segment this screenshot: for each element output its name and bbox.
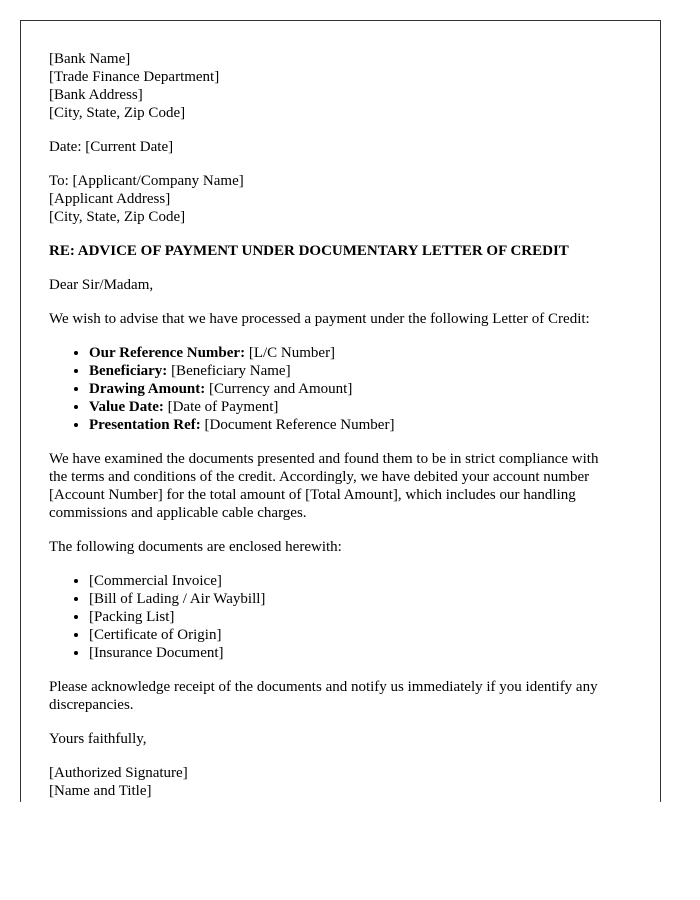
letter-document: [20, 20, 661, 802]
valediction: Yours faithfully,: [49, 731, 147, 747]
detail-item-beneficiary: [89, 362, 632, 380]
compliance-paragraph: We have examined the documents presented and found them to be in strict compliance with the terms and conditions of the credit. Accordingly, we have debited your account number [Account Number] for the total amount of [Total Amount], which includes our handling commissions and applicable cable charges.: [49, 451, 599, 521]
documents-intro: The following documents are enclosed herewith:: [49, 539, 342, 555]
closing-paragraph: Please acknowledge receipt of the documents and notify us immediately if you identify any discrepancies.: [49, 679, 598, 713]
detail-item-presentation-ref: [89, 416, 632, 434]
detail-label: Drawing Amount:: [89, 381, 206, 397]
sender-address: [Bank Address]: [49, 87, 143, 103]
enclosed-documents-list: [49, 572, 632, 662]
recipient-to-line: To: [Applicant/Company Name]: [49, 173, 244, 189]
detail-label: Value Date:: [89, 399, 164, 415]
sender-address-block: [49, 50, 632, 122]
detail-item-value-date: [89, 398, 632, 416]
date-line: Date: [Current Date]: [49, 139, 174, 155]
detail-value: [Document Reference Number]: [200, 417, 395, 433]
document-item: • [Bill of Lading / Air Waybill]: [89, 590, 632, 608]
sender-bank-name: [Bank Name]: [49, 51, 131, 67]
recipient-address: [Applicant Address]: [49, 191, 171, 207]
detail-value: [Currency and Amount]: [205, 381, 353, 397]
document-item: • [Commercial Invoice]: [89, 572, 632, 590]
subject-line: RE: ADVICE OF PAYMENT UNDER DOCUMENTARY LETTER OF CREDIT: [49, 243, 569, 259]
sender-city: [City, State, Zip Code]: [49, 105, 186, 121]
detail-value: [Date of Payment]: [163, 399, 279, 415]
salutation: Dear Sir/Madam,: [49, 277, 154, 293]
signature-line: [Authorized Signature]: [49, 765, 188, 781]
recipient-address-block: [49, 172, 632, 226]
detail-label: Our Reference Number:: [89, 345, 246, 361]
signatory-name-title: [Name and Title]: [49, 783, 152, 799]
detail-value: [Beneficiary Name]: [167, 363, 291, 379]
intro-paragraph: We wish to advise that we have processed a payment under the following Letter of Credit:: [49, 311, 590, 327]
detail-item-amount: [89, 380, 632, 398]
detail-label: Presentation Ref:: [89, 417, 201, 433]
detail-item-reference: [89, 344, 632, 362]
lc-details-list: [49, 344, 632, 434]
detail-value: [L/C Number]: [245, 345, 336, 361]
document-item: • [Insurance Document]: [89, 644, 632, 662]
recipient-city: [City, State, Zip Code]: [49, 209, 186, 225]
signature-block: [49, 764, 632, 800]
document-item: • [Certificate of Origin]: [89, 626, 632, 644]
document-item: • [Packing List]: [89, 608, 632, 626]
sender-department: [Trade Finance Department]: [49, 69, 220, 85]
detail-label: Beneficiary:: [89, 363, 168, 379]
